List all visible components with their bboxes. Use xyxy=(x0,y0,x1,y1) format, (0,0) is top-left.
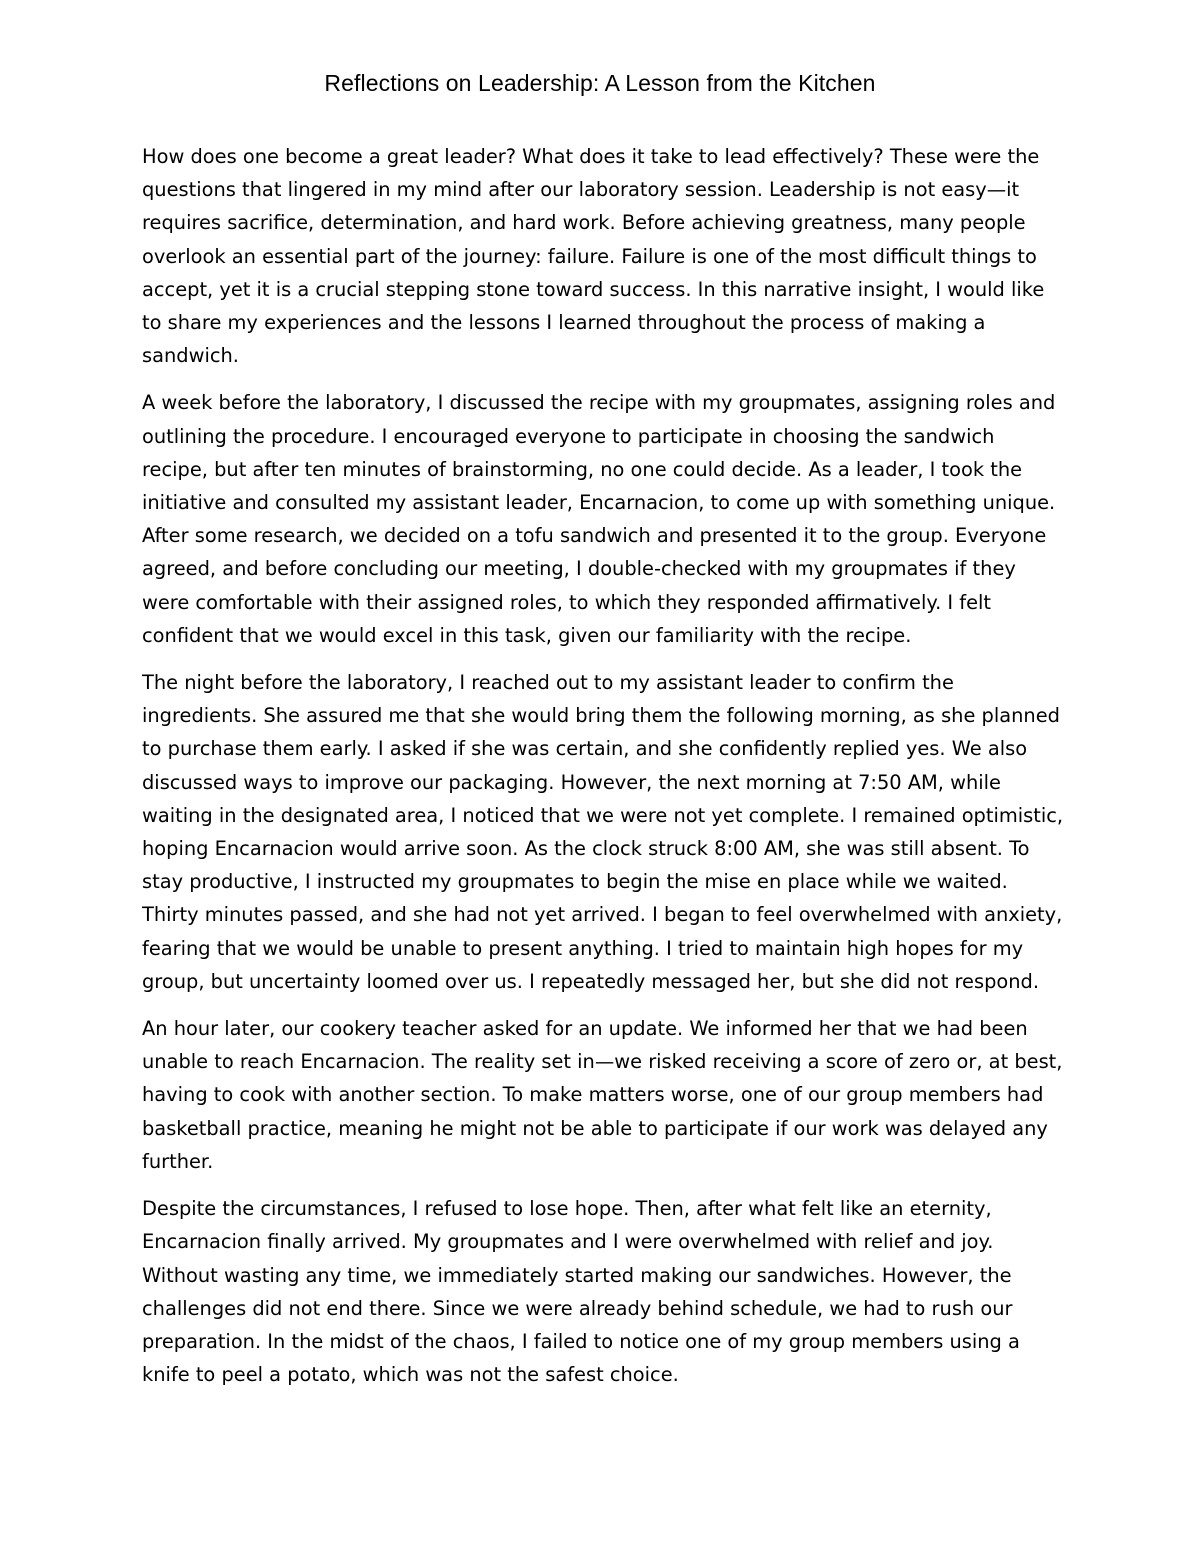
paragraph-2: A week before the laboratory, I discussed the recipe with my groupmates, assigning roles and outlining the procedure. I encouraged everyone to participate in choosing the sandwich recipe, but after ten minutes of brainstorming, no one could decide. As a leader, I took the initiative and consulted my assistant leader, Encarnacion, to come up with something unique. After some research, we decided on a tofu sandwich and presented it to the group. Everyone agreed, and before concluding our meeting, I double-checked with my groupmates if they were comfortable with their assigned roles, to which they responded affirmatively. I felt confident that we would excel in this task, given our familiarity with the recipe. xyxy=(142,391,1056,647)
paragraph-3: The night before the laboratory, I reached out to my assistant leader to confirm the ingredients. She assured me that she would bring them the following morning, as she planned to purchase them early. I asked if she was certain, and she confidently replied yes. We also discussed ways to improve our packaging. However, the next morning at 7:50 AM, while waiting in the designated area, I noticed that we were not yet complete. I remained optimistic, hoping Encarnacion would arrive soon. As the clock struck 8:00 AM, she was still absent. To stay productive, I instructed my groupmates to begin the mise en place while we waited. Thirty minutes passed, and she had not yet arrived. I began to feel overwhelmed with anxiety, fearing that we would be unable to present anything. I tried to maintain high hopes for my group, but uncertainty loomed over us. I repeatedly messaged her, but she did not respond. xyxy=(142,671,1064,993)
document-body xyxy=(142,140,1064,1405)
paragraph-4: An hour later, our cookery teacher asked for an update. We informed her that we had been unable to reach Encarnacion. The reality set in—we risked receiving a score of zero or, at best, having to cook with another section. To make matters worse, one of our group members had basketball practice, meaning he might not be able to participate if our work was delayed any further. xyxy=(142,1017,1063,1173)
document-title: Reflections on Leadership: A Lesson from the Kitchen xyxy=(324,70,876,96)
paragraph-1: How does one become a great leader? What does it take to lead effectively? These were the questions that lingered in my mind after our laboratory session. Leadership is not easy—it requires sacrifice, determination, and hard work. Before achieving greatness, many people overlook an essential part of the journey: failure. Failure is one of the most difficult things to accept, yet it is a crucial stepping stone toward success. In this narrative insight, I would like to share my experiences and the lessons I learned throughout the process of making a sandwich. xyxy=(142,145,1045,368)
paragraph-5: Despite the circumstances, I refused to lose hope. Then, after what felt like an eternity, Encarnacion finally arrived. My groupmates and I were overwhelmed with relief and joy. Without wasting any time, we immediately started making our sandwiches. However, the challenges did not end there. Since we were already behind schedule, we had to rush our preparation. In the midst of the chaos, I failed to notice one of my group members using a knife to peel a potato, which was not the safest choice. xyxy=(142,1197,1020,1387)
